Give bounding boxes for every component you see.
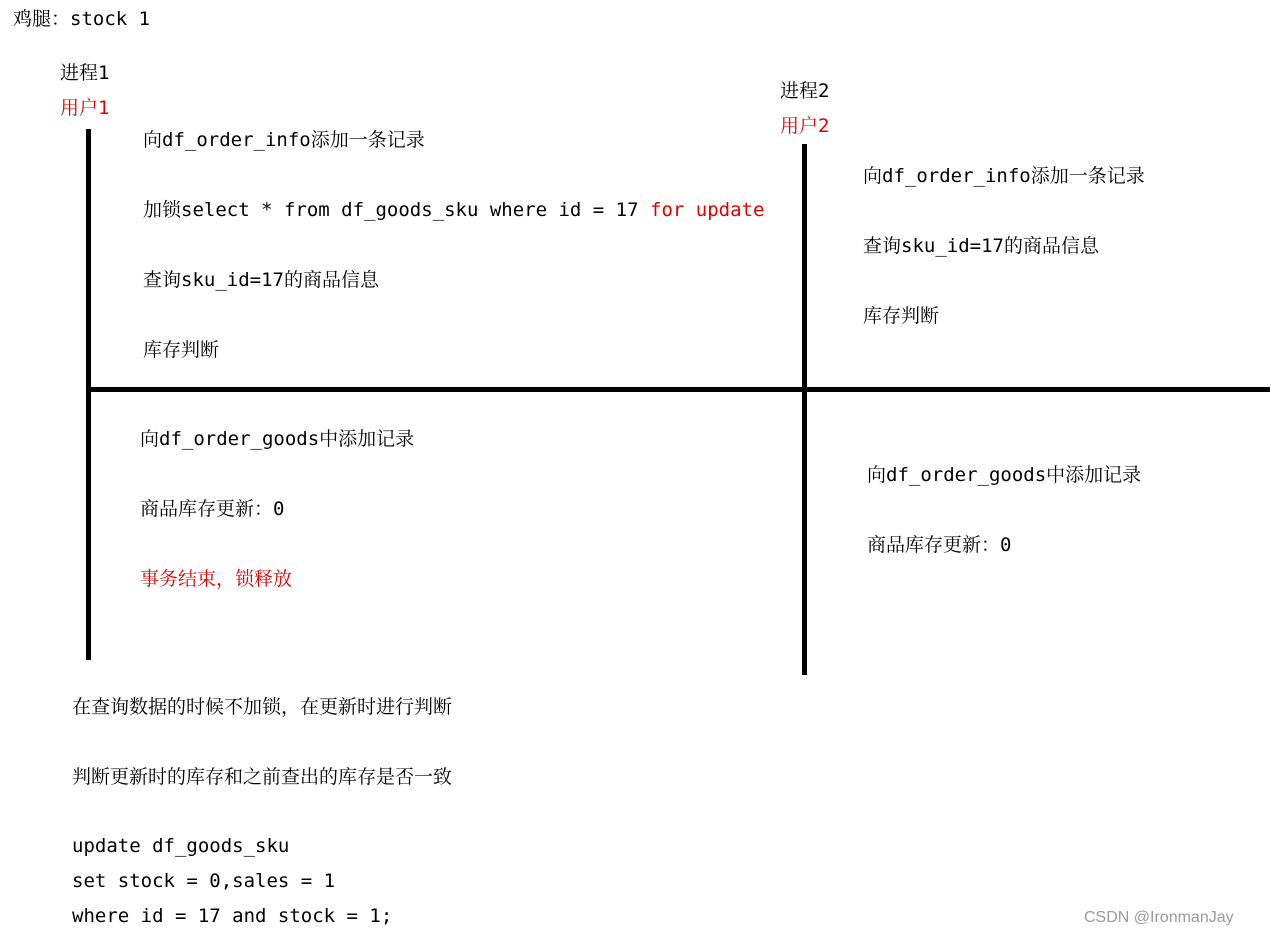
process1-user-label: 用户1: [60, 97, 110, 119]
p1-for-update-highlight: for update: [650, 199, 765, 221]
watermark: CSDN @IronmanJay: [1084, 909, 1234, 926]
note-optimistic-lock-2: 判断更新时的库存和之前查出的库存是否一致: [72, 766, 453, 788]
p2-step-query-sku: 查询sku_id=17的商品信息: [863, 235, 1099, 257]
p1-lock-sql: 加锁select * from df_goods_sku where id = 17: [143, 199, 650, 221]
sql-line: update df_goods_sku: [72, 835, 290, 857]
p1-step-query-sku: 查询sku_id=17的商品信息: [143, 269, 379, 291]
p2-step-update-stock: 商品库存更新：0: [867, 534, 1012, 556]
p1-transaction-end: 事务结束，锁释放: [140, 568, 293, 590]
p2-step-add-order-goods: 向df_order_goods中添加记录: [867, 464, 1142, 486]
p1-step-stock-check: 库存判断: [143, 339, 220, 361]
p2-step-add-order-info: 向df_order_info添加一条记录: [863, 165, 1145, 187]
time-divider-line: [88, 387, 1270, 392]
process1-label: 进程1: [60, 62, 110, 84]
p1-step-add-order-info: 向df_order_info添加一条记录: [143, 129, 425, 151]
sql-line: set stock = 0,sales = 1: [72, 870, 336, 892]
sql-line: where id = 17 and stock = 1;: [72, 905, 393, 927]
process2-user-label: 用户2: [780, 115, 830, 137]
process1-timeline: [86, 129, 91, 660]
p2-step-stock-check: 库存判断: [863, 305, 940, 327]
process2-timeline: [802, 144, 807, 675]
diagram-title: 鸡腿：stock 1: [13, 8, 151, 30]
process2-label: 进程2: [780, 80, 830, 102]
p1-step-lock: [143, 198, 764, 222]
p1-step-update-stock: 商品库存更新：0: [140, 498, 285, 520]
p1-step-add-order-goods: 向df_order_goods中添加记录: [140, 428, 415, 450]
note-optimistic-lock-1: 在查询数据的时候不加锁，在更新时进行判断: [72, 696, 453, 718]
